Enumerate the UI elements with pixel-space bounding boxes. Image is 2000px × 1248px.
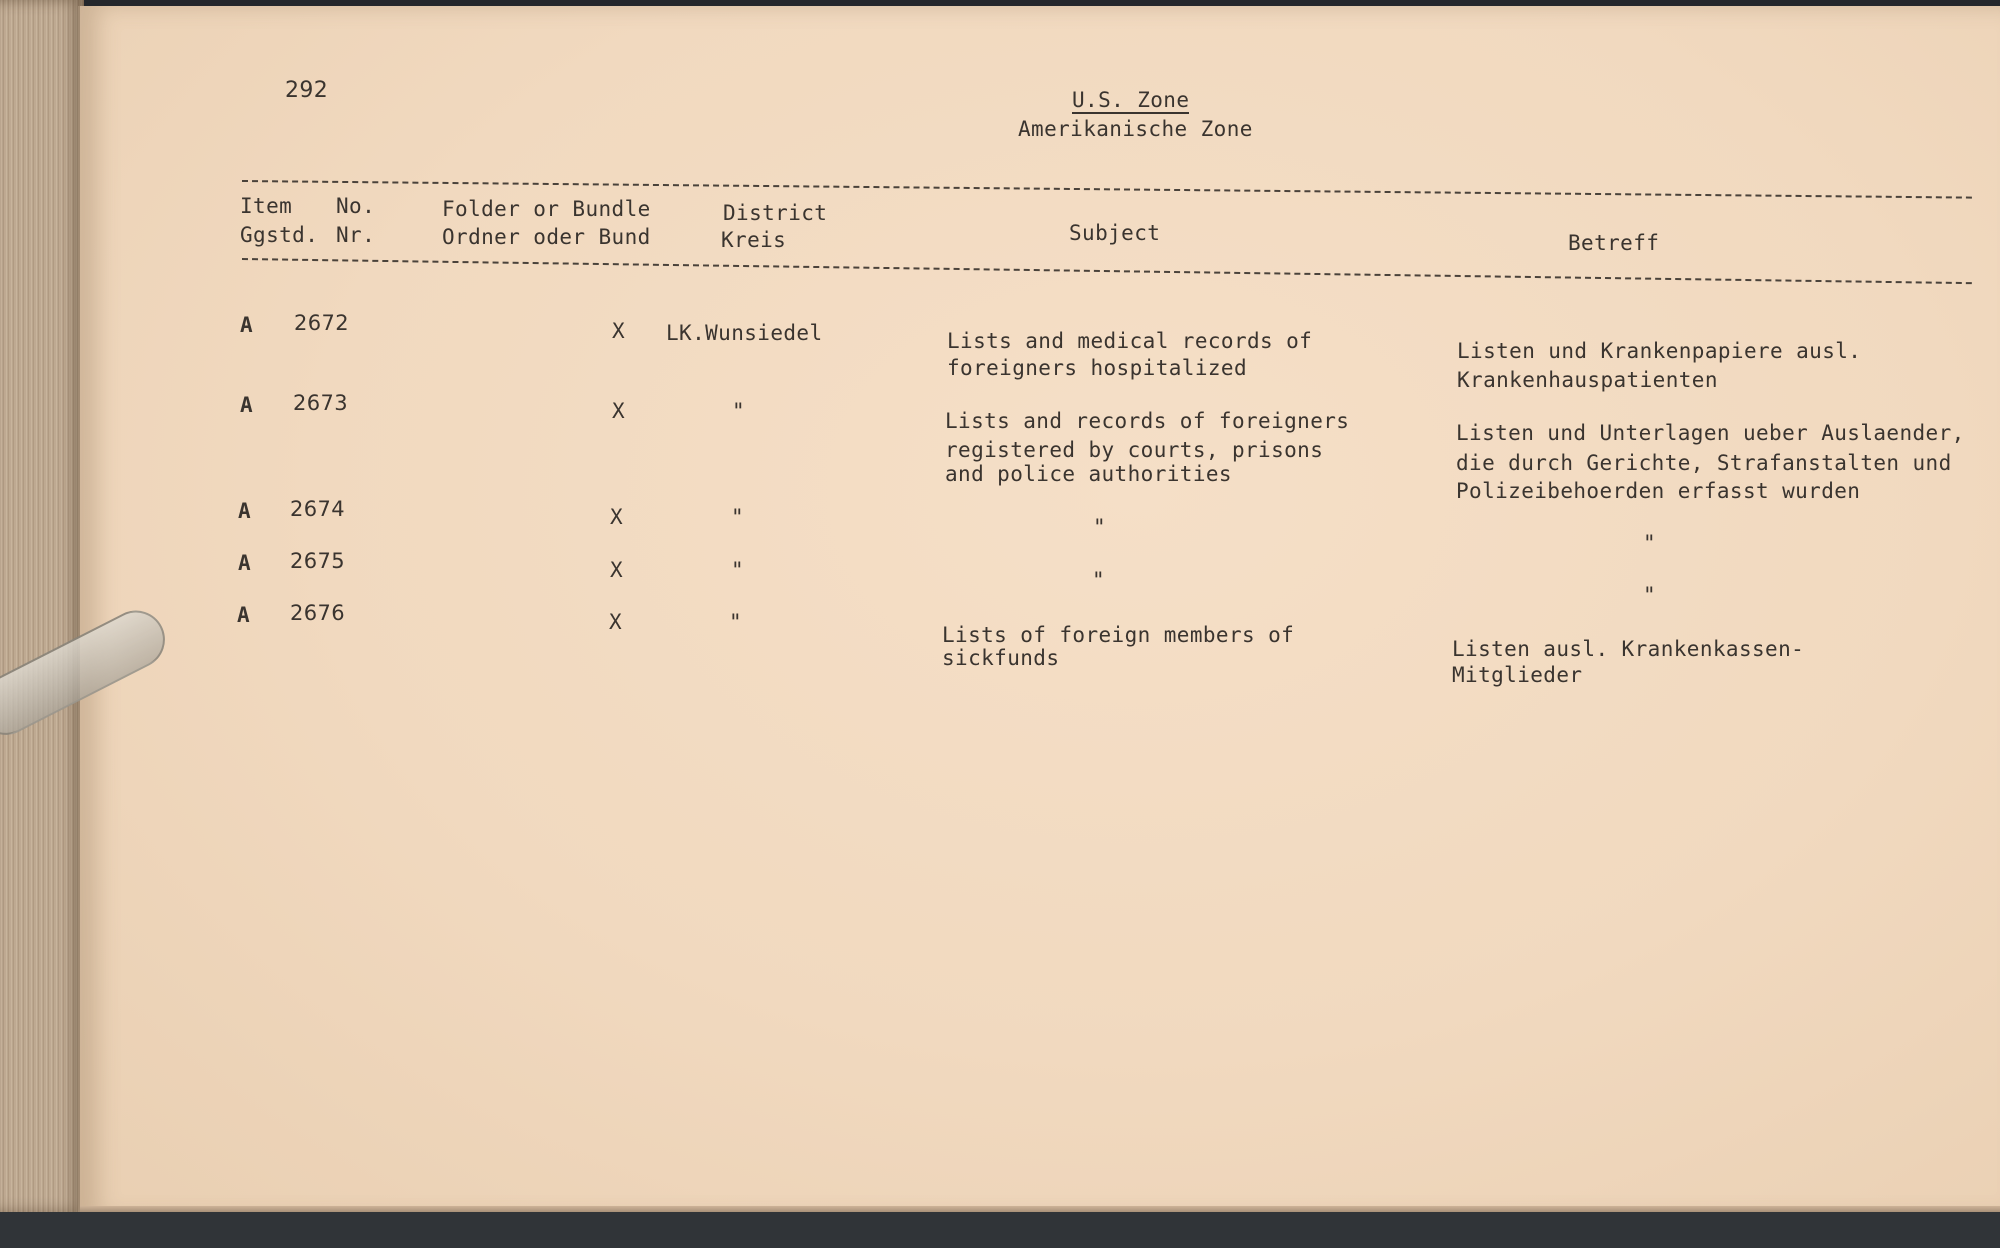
row-2-betreff-line-1: Listen und Unterlagen ueber Auslaender, [1456, 421, 1965, 445]
column-header-subject: Subject [1069, 221, 1161, 245]
row-1-number: 2672 [294, 311, 350, 335]
column-header-item-de: Ggstd. [240, 223, 319, 247]
row-4-betreff-ditto: " [1643, 583, 1657, 607]
row-2-subject-line-3: and police authorities [945, 462, 1232, 486]
row-1-betreff-line-2: Krankenhauspatienten [1457, 368, 1718, 392]
row-3-betreff-ditto: " [1643, 531, 1657, 555]
row-4-number: 2675 [290, 549, 346, 573]
column-header-no: No. [336, 194, 376, 218]
column-header-district-de: Kreis [721, 228, 787, 252]
row-3-bundle-mark: X [610, 505, 624, 529]
row-5-subject-line-1: Lists of foreign members of [942, 623, 1295, 647]
row-1-item: A [240, 313, 254, 337]
row-5-district-ditto: " [729, 610, 743, 634]
row-2-subject-line-1: Lists and records of foreigners [945, 409, 1350, 433]
column-header-betreff: Betreff [1568, 231, 1660, 255]
row-1-district: LK.Wunsiedel [666, 321, 823, 345]
row-5-item: A [237, 603, 251, 627]
row-5-betreff-line-1: Listen ausl. Krankenkassen- [1452, 637, 1805, 661]
row-2-number: 2673 [293, 391, 349, 415]
row-3-number: 2674 [290, 497, 346, 521]
zone-title: U.S. Zone [1072, 88, 1190, 112]
row-1-betreff-line-1: Listen und Krankenpapiere ausl. [1457, 339, 1862, 363]
row-4-district-ditto: " [731, 558, 745, 582]
row-2-district-ditto: " [732, 399, 746, 423]
column-header-no-de: Nr. [336, 223, 376, 247]
zone-subtitle: Amerikanische Zone [1018, 117, 1253, 141]
row-1-bundle-mark: X [612, 319, 626, 343]
row-1-subject-line-1: Lists and medical records of [947, 329, 1313, 353]
row-2-bundle-mark: X [612, 399, 626, 423]
row-4-subject-ditto: " [1092, 568, 1106, 592]
row-3-district-ditto: " [731, 505, 745, 529]
row-4-bundle-mark: X [610, 558, 624, 582]
book-page-edges [0, 0, 84, 1212]
row-1-subject-line-2: foreigners hospitalized [947, 356, 1247, 380]
row-2-item: A [240, 393, 254, 417]
row-3-subject-ditto: " [1093, 515, 1107, 539]
row-5-subject-line-2: sickfunds [942, 646, 1060, 670]
row-3-item: A [238, 499, 252, 523]
row-2-betreff-line-2: die durch Gerichte, Strafanstalten und [1456, 451, 1952, 475]
column-header-folder: Folder or Bundle [442, 197, 651, 221]
column-header-district: District [723, 201, 828, 225]
row-2-betreff-line-3: Polizeibehoerden erfasst wurden [1456, 479, 1861, 503]
column-header-item: Item [240, 194, 293, 218]
page-number: 292 [285, 78, 329, 103]
row-2-subject-line-2: registered by courts, prisons [945, 438, 1324, 462]
column-header-folder-de: Ordner oder Bund [442, 225, 651, 249]
scanner-background-bottom [0, 1212, 2000, 1248]
row-5-bundle-mark: X [609, 610, 623, 634]
row-4-item: A [238, 551, 252, 575]
row-5-betreff-line-2: Mitglieder [1452, 663, 1583, 687]
row-5-number: 2676 [290, 601, 346, 625]
